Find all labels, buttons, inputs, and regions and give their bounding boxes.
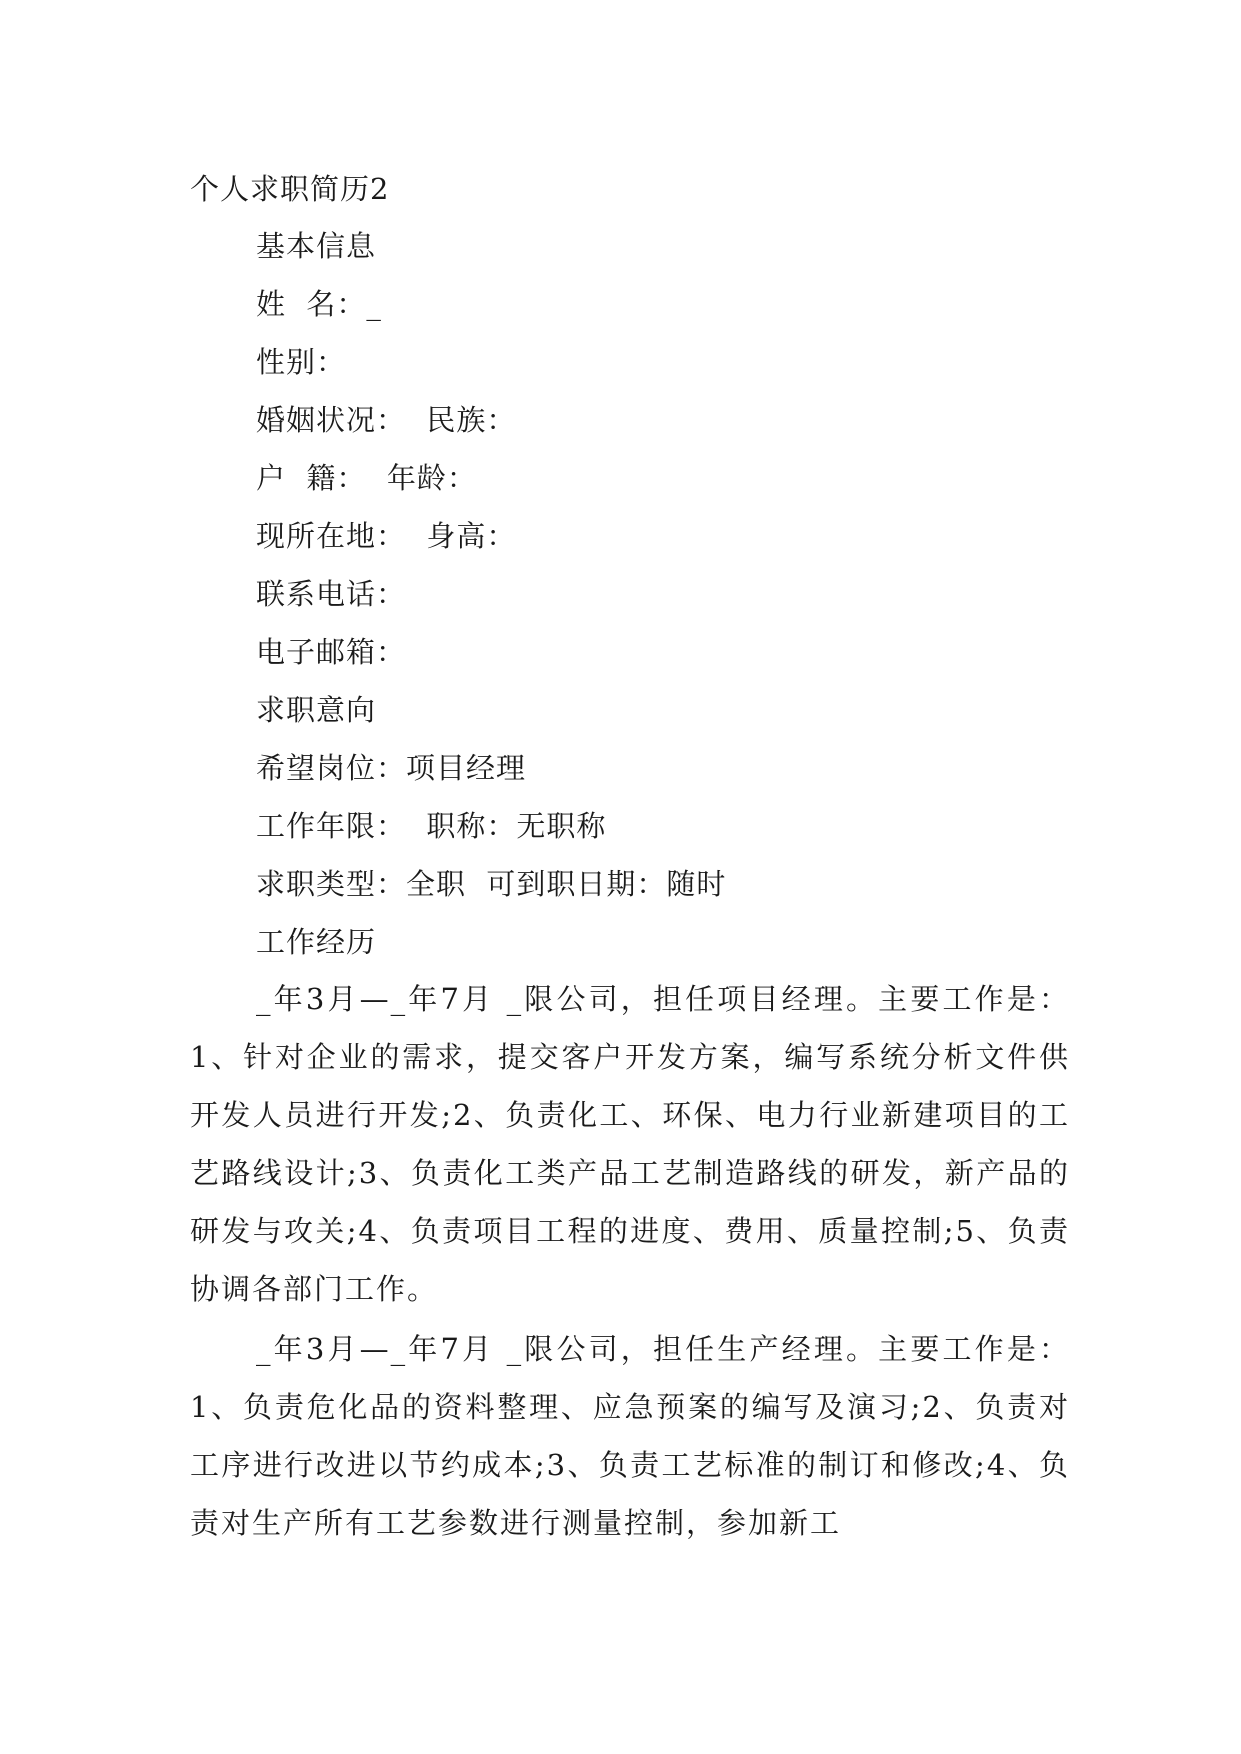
field-desired-position: 希望岗位：项目经理 — [256, 751, 527, 785]
field-job-type-start: 求职类型：全职 可到职日期：随时 — [256, 867, 727, 901]
section-heading-work-experience: 工作经历 — [256, 925, 377, 959]
field-name: 姓 名：_ — [256, 287, 382, 321]
section-heading-basic-info: 基本信息 — [256, 229, 377, 263]
field-years-title: 工作年限： 职称：无职称 — [256, 809, 607, 843]
field-phone: 联系电话： — [256, 577, 407, 611]
document-title: 个人求职简历2 — [190, 172, 390, 206]
work-experience-paragraph-1: _年3月—_年7月 _限公司，担任项目经理。主要工作是：1、针对企业的需求，提交客户开发方案，编写系统分析文件供开发人员进行开发;2、负责化工、环保、电力行业新建项目的工艺路线设计;3、负责化工类产品工艺制造路线的研发，新产品的研发与攻关;4、负责项目工程的进度、费用、质量控制;5、负责协调各部门工作。 — [190, 982, 1070, 1306]
field-gender: 性别： — [256, 345, 347, 379]
basic-info-list — [256, 217, 726, 971]
field-hukou-age: 户 籍： 年龄： — [256, 461, 477, 495]
work-experience-paragraph-2: _年3月—_年7月 _限公司，担任生产经理。主要工作是：1、负责危化品的资料整理、应急预案的编写及演习;2、负责对工序进行改进以节约成本;3、负责工艺标准的制订和修改;4、负责对生产所有工艺参数进行测量控制，参加新工 — [190, 1332, 1070, 1540]
section-heading-job-intention: 求职意向 — [256, 693, 377, 727]
field-marital-ethnicity: 婚姻状况： 民族： — [256, 403, 517, 437]
field-email: 电子邮箱： — [256, 635, 407, 669]
field-location-height: 现所在地： 身高： — [256, 519, 517, 553]
